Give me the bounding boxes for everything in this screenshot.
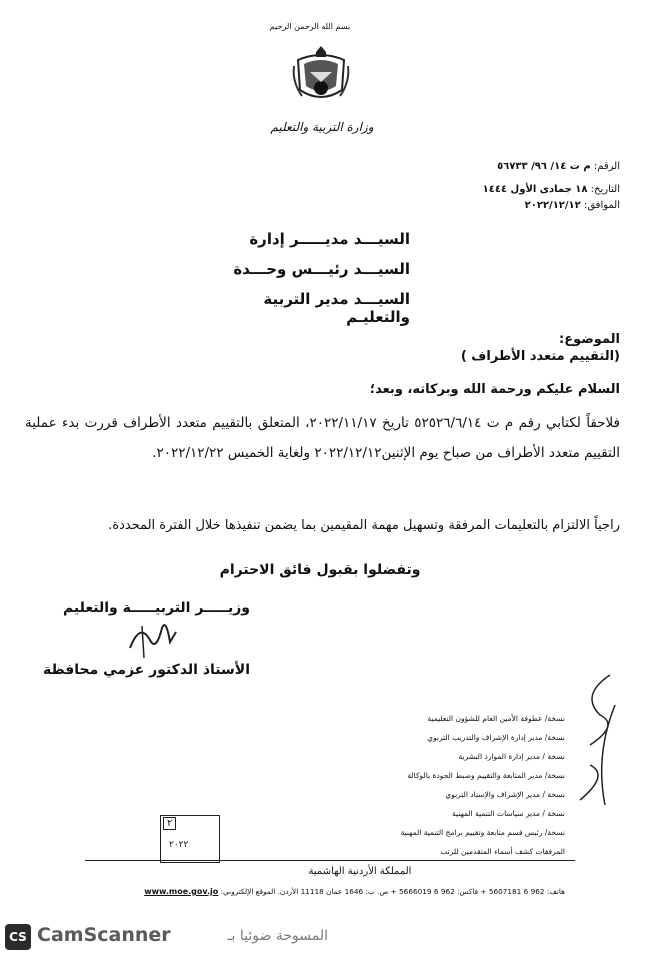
signatory-name: الأستاذ الدكتور عزمي محافظة [42, 662, 250, 678]
camscanner-logo-icon: CS [5, 924, 31, 950]
reference-block [440, 160, 620, 212]
addressee-line: السيـــد رئيـــس وحـــدة [233, 260, 410, 278]
footer-contact-row [85, 887, 565, 896]
addressee-line: السيـــد مدير التربية والتعليـم [263, 290, 410, 326]
corresp-row [440, 199, 620, 212]
ministry-name: وزارة التربية والتعليم [270, 120, 374, 134]
cc-item: نسخة / مدير سياسات التنمية المهنية [452, 809, 565, 818]
ref-label: الرقم: [593, 161, 620, 172]
subject-value: (التقييم متعدد الأطراف ) [460, 349, 620, 364]
camscanner-arabic: المسوحة ضوئيا بـ [227, 928, 328, 944]
cc-item: نسخة/ مدير إدارة الإشراف والتدريب التربوي [427, 733, 565, 742]
body-paragraph-2: راجياً الالتزام بالتعليمات المرفقة وتسهيل مهمة المقيمين بما يضمن تنفيذها خلال الفترة المحددة. [108, 518, 620, 533]
cc-item: نسخة / مدير الإشراف والإسناد التربوي [445, 790, 565, 799]
jordan-coat-of-arms-icon [290, 42, 352, 108]
date-row [440, 183, 620, 196]
subject-block [340, 332, 620, 364]
greeting: السلام عليكم ورحمة الله وبركاته، وبعد؛ [369, 382, 620, 397]
basmala: بسم الله الرحمن الرحيم [269, 22, 351, 31]
reference-number-row [440, 160, 620, 173]
corresp-value: ٢٠٢٢/١٢/١٢ [524, 200, 581, 211]
receipt-stamp [160, 815, 220, 863]
footer-divider [85, 860, 575, 861]
cc-item: المرفقات كشف أسماء المتقدمين للرتب [440, 847, 565, 856]
footer-contact: هاتف: 962 6 5607181 + فاكس: 962 6 5666019 + ص. ب: 1646 عمان 11118 الأردن. الموقع الإلكتروني: [220, 887, 565, 896]
addressee-line: السيـــد مديـــــر إدارة [249, 230, 410, 248]
subject-label: الموضوع: [559, 332, 620, 347]
cc-item: نسخة/ رئيس قسم متابعة وتقييم برامج التنمية المهنية [400, 828, 565, 837]
cc-item: نسخة/ عطوفة الأمين العام للشؤون التعليمية [427, 714, 565, 723]
ref-value: م ت ١٤/ ٩٦/ ٥٦٧٣٣ [497, 161, 591, 172]
corresp-label: الموافق: [583, 200, 620, 211]
stamp-number: ٢ [163, 817, 176, 830]
cc-list [380, 713, 565, 865]
cc-item: نسخة/ مدير المتابعة والتقييم وضبط الجودة بالوكالة [407, 771, 565, 780]
footer-website[interactable]: www.moe.gov.jo [144, 887, 219, 896]
addressee-block [230, 230, 410, 326]
camscanner-brand: CamScanner [37, 924, 171, 946]
handwritten-signature-icon [120, 612, 190, 662]
closing-line: وتفضلوا بقبول فائق الاحترام [219, 562, 421, 578]
signature-title: وزيـــــر التربيـــــة والتعليم [62, 600, 250, 616]
stamp-text: ٢٠٢٢ [169, 840, 189, 850]
initials-scribble-icon [570, 665, 630, 815]
date-label: التاريخ: [590, 184, 620, 195]
date-value: ١٨ جمادى الأول ١٤٤٤ [482, 184, 588, 195]
footer-kingdom: المملكة الأردنية الهاشمية [308, 866, 412, 877]
body-paragraph-1: فلاحقاً لكتابي رقم م ت ٥٢٥٢٦/٦/١٤ تاريخ ٢٠٢٢/١١/١٧، المتعلق بالتقييم متعدد الأطراف قررت بدء عملية التقييم متعدد الأطراف من صباح يوم الإثنين٢٠٢٢/١٢/١٢ ولغاية الخميس ٢٠٢٢/١٢/٢٢. [25, 415, 621, 461]
camscanner-watermark [5, 922, 335, 952]
cc-item: نسخة / مدير إدارة الموارد البشرية [458, 752, 565, 761]
